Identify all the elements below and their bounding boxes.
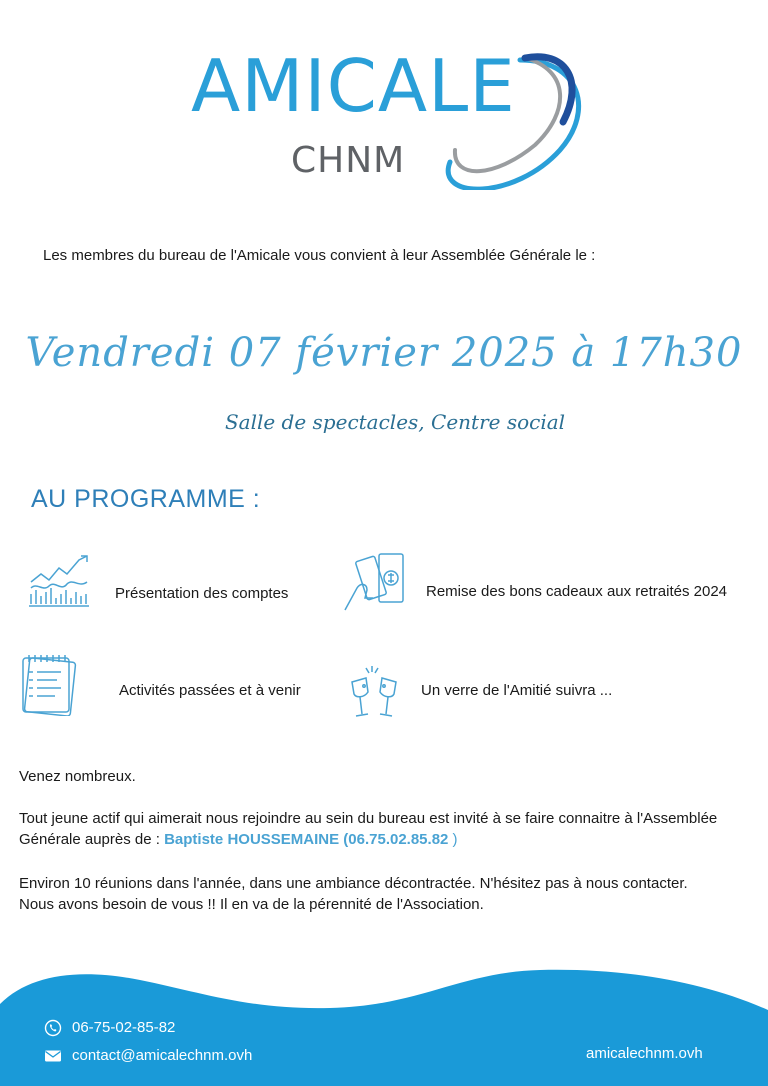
meetings-line-2: Nous avons besoin de vous !! Il en va de la pérennité de l'Association. (19, 896, 484, 913)
footer-website[interactable]: amicalechnm.ovh (586, 1045, 703, 1062)
amicale-logo (185, 44, 585, 190)
chart-icon (27, 552, 91, 616)
programme-item-label: Remise des bons cadeaux aux retraités 2024 (426, 583, 728, 600)
programme-item-label: Activités passées et à venir (119, 682, 301, 699)
notepad-icon (17, 652, 81, 716)
footer-phone[interactable]: 06-75-02-85-82 (72, 1019, 176, 1036)
logo-wordmark: AMICALE (191, 44, 516, 128)
champagne-toast-icon (342, 660, 406, 724)
programme-item-label: Un verre de l'Amitié suivra ... (421, 682, 613, 699)
recruit-contact: Baptiste HOUSSEMAINE (06.75.02.85.82 (164, 831, 449, 848)
venez-nombreux-text: Venez nombreux. (19, 768, 136, 785)
intro-text: Les membres du bureau de l'Amicale vous convient à leur Assemblée Générale le : (43, 247, 596, 264)
gift-voucher-icon (343, 548, 407, 612)
event-place: Salle de spectacles, Centre social (224, 410, 566, 434)
logo-subtitle: CHNM (291, 140, 406, 181)
event-datetime: Vendredi 07 février 2025 à 17h30 (25, 330, 743, 376)
recruit-text: Tout jeune actif qui aimerait nous rejoindre au sein du bureau est invité à se faire connaitre à l'Assemblée Générale auprès de : (19, 810, 718, 848)
recruit-contact-paren: ) (448, 831, 458, 848)
meetings-line-1: Environ 10 réunions dans l'année, dans une ambiance décontractée. N'hésitez pas à nous contacter. (19, 875, 688, 892)
footer-email[interactable]: contact@amicalechnm.ovh (72, 1047, 253, 1064)
programme-item-label: Présentation des comptes (115, 585, 289, 602)
programme-title: AU PROGRAMME : (31, 485, 261, 513)
envelope-icon (44, 1047, 62, 1065)
phone-icon (44, 1019, 62, 1037)
recruit-paragraph (19, 808, 719, 850)
